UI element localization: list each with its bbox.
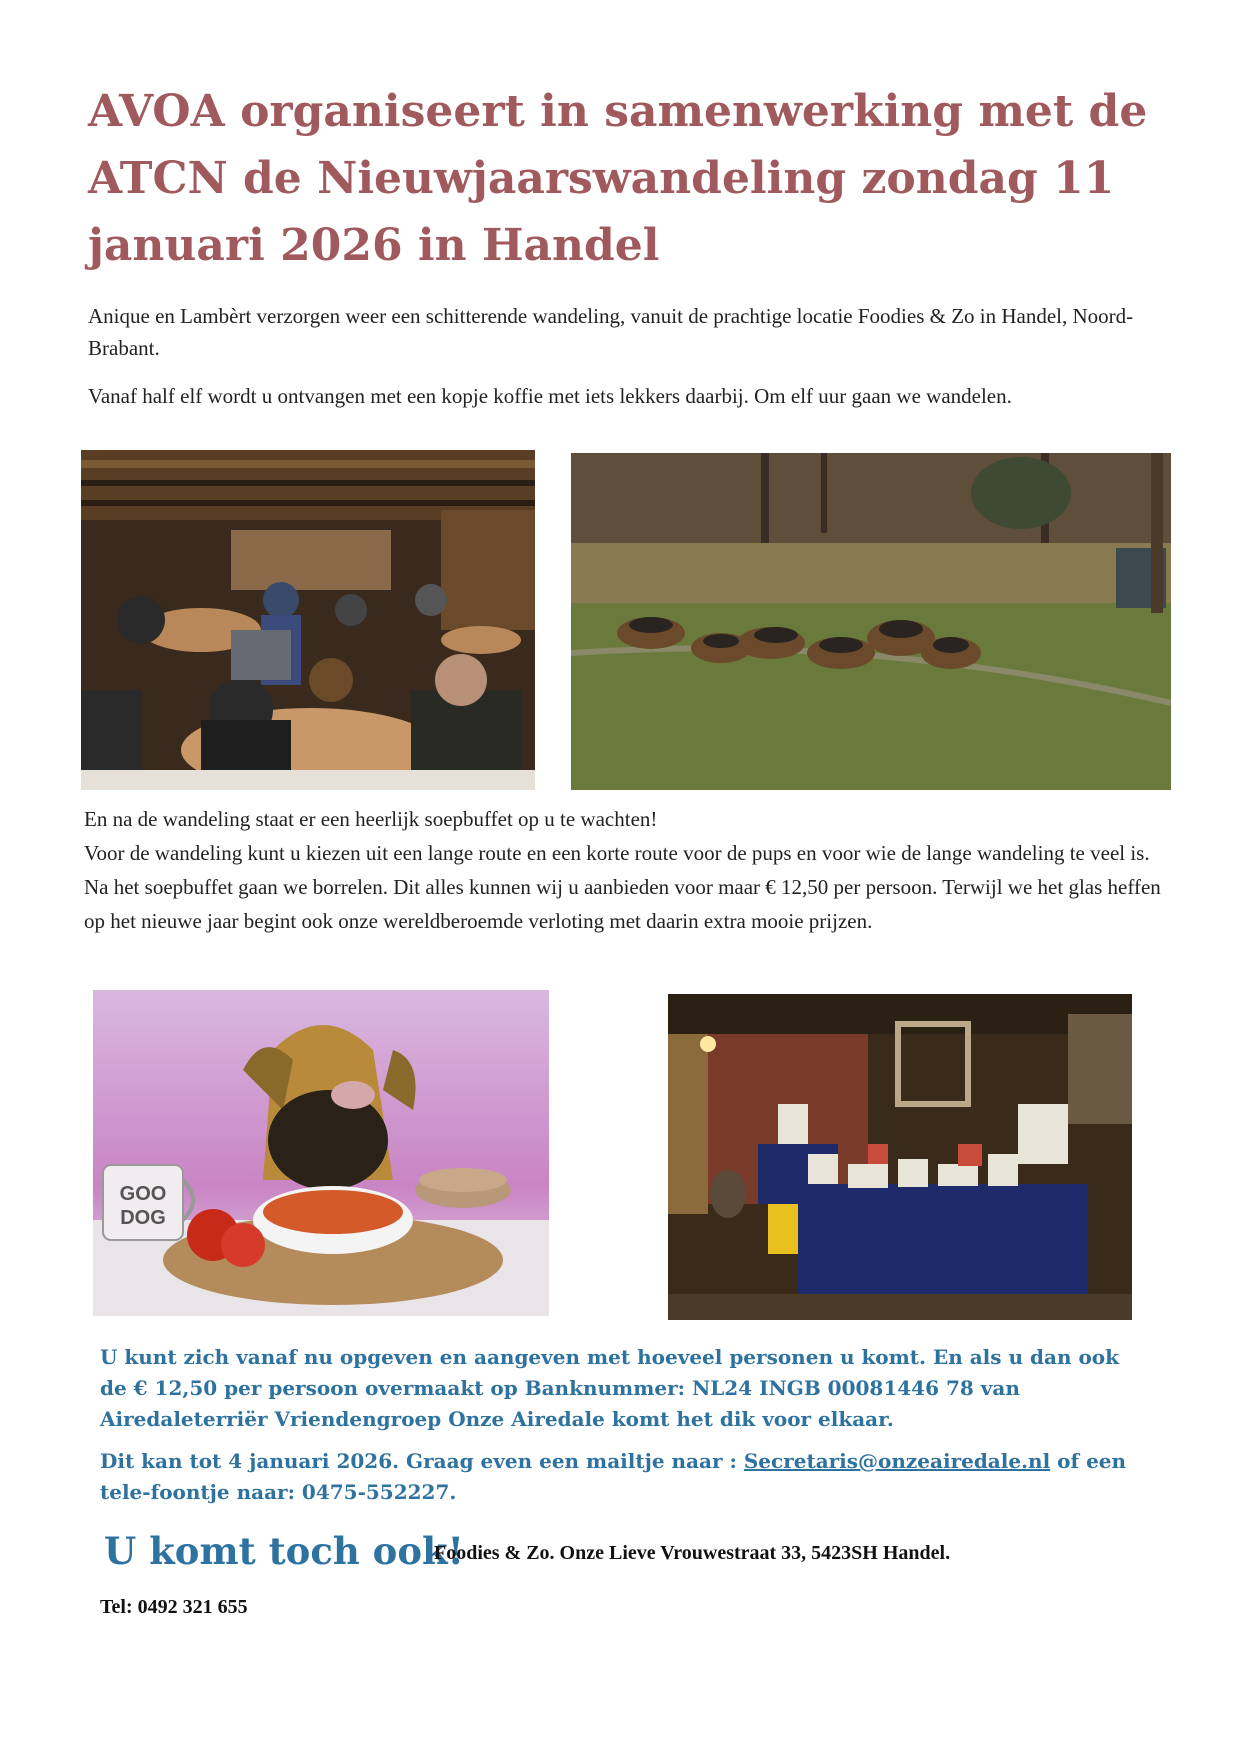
call-to-action: U komt toch ook! bbox=[104, 1529, 464, 1573]
venue-address: Foodies & Zo. Onze Lieve Vrouwestraat 33, 5423SH Handel. bbox=[434, 1542, 951, 1564]
page-title: AVOA organiseert in samenwerking met de ATCN de Nieuwjaarswandeling zondag 11 januari 2026 in Handel bbox=[88, 86, 1148, 271]
secretary-email-link[interactable]: Secretaris@onzeairedale.nl bbox=[743, 1449, 1051, 1473]
raffle-prizes-photo bbox=[668, 994, 1132, 1320]
signup-instructions: U kunt zich vanaf nu opgeven en aangeven met hoeveel personen u komt. En als u dan ook de € 12,50 per persoon overmaakt op Banknummer: NL24 INGB 00081446 78 van Airedaleterriër Vriendengroep Onze Airedale komt het dik voor elkaar. bbox=[100, 1345, 1119, 1431]
mug-text-dog: DOG bbox=[120, 1207, 166, 1229]
phone-contact-text: of een tele-foontje naar: 0475-552227. bbox=[100, 1449, 1127, 1504]
soup-buffet-line: En na de wandeling staat er een heerlijk soepbuffet op u te wachten! bbox=[84, 807, 658, 831]
walk-details-text bbox=[84, 802, 1174, 938]
intro-paragraph-2: Vanaf half elf wordt u ontvangen met een kopje koffie met iets lekkers daarbij. Om elf uur gaan we wandelen. bbox=[88, 384, 1012, 408]
intro-paragraph-1: Anique en Lambèrt verzorgen weer een schitterende wandeling, vanuit de prachtige locatie Foodies & Zo in Handel, Noord-Brabant. bbox=[88, 304, 1134, 360]
deadline-contact-text bbox=[100, 1446, 1140, 1508]
deadline-text: Dit kan tot 4 januari 2026. Graag even een mailtje naar : bbox=[100, 1449, 744, 1473]
airedale-dogs-field-photo bbox=[571, 453, 1171, 790]
venue-phone: Tel: 0492 321 655 bbox=[100, 1596, 248, 1618]
restaurant-interior-photo bbox=[81, 450, 535, 790]
dog-soup-illustration bbox=[93, 990, 549, 1316]
routes-and-price-text: Voor de wandeling kunt u kiezen uit een lange route en een korte route voor de pups en voor wie de lange wandeling te veel is. Na het soepbuffet gaan we borrelen. Dit alles kunnen wij u aanbieden voor maar € 12,50 per persoon. Terwijl we het glas heffen op het nieuwe jaar begint ook onze wereldberoemde verloting met daarin extra mooie prijzen. bbox=[84, 841, 1161, 933]
mug-text-good: GOO bbox=[119, 1183, 167, 1205]
